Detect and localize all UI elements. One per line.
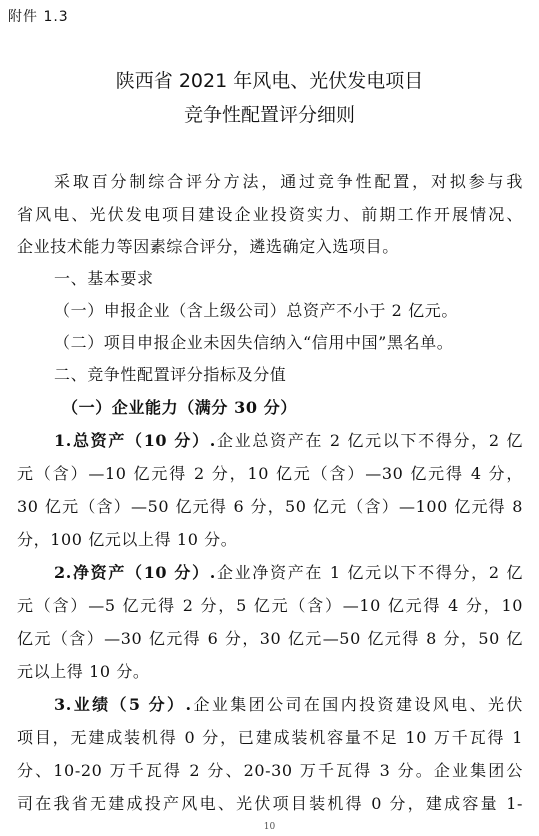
intro-line-2: 省风电、光伏发电项目建设企业投资实力、前期工作开展情况、 xyxy=(17,205,523,224)
performance-line-1 xyxy=(17,695,523,715)
attachment-label: 附件 1.3 xyxy=(8,9,69,25)
performance-label: 3.业绩（5 分）. xyxy=(54,695,192,714)
net-assets-line-1 xyxy=(17,563,523,583)
net-assets-line-4: 元以上得 10 分。 xyxy=(17,662,150,681)
total-assets-line-3: 30 亿元（含）—50 亿元得 6 分，50 亿元（含）—100 亿元得 8 xyxy=(17,497,523,516)
total-assets-line-1 xyxy=(17,431,523,451)
performance-text-1: 企业集团公司在国内投资建设风电、光伏 xyxy=(191,695,523,714)
requirement-item-2: （二）项目申报企业未因失信纳入“信用中国”黑名单。 xyxy=(54,333,454,352)
net-assets-line-3: 亿元（含）—30 亿元得 6 分，30 亿元—50 亿元得 8 分，50 亿 xyxy=(17,629,523,648)
subsection-enterprise-capability: （一）企业能力（满分 30 分） xyxy=(62,398,298,417)
performance-line-3: 分、10-20 万千瓦得 2 分、20-30 万千瓦得 3 分。企业集团公 xyxy=(17,761,523,780)
total-assets-text-1: 企业总资产在 2 亿元以下不得分，2 亿 xyxy=(215,431,523,450)
total-assets-line-2: 元（含）—10 亿元得 2 分，10 亿元（含）—30 亿元得 4 分， xyxy=(17,464,523,483)
requirement-item-1: （一）申报企业（含上级公司）总资产不小于 2 亿元。 xyxy=(54,301,458,320)
net-assets-text-1: 企业净资产在 1 亿元以下不得分，2 亿 xyxy=(215,563,523,582)
document-title-line-1: 陕西省 2021 年风电、光伏发电项目 xyxy=(115,70,424,92)
intro-line-1: 采取百分制综合评分方法，通过竞争性配置，对拟参与我 xyxy=(54,172,523,191)
net-assets-label: 2.净资产（10 分）. xyxy=(54,563,216,582)
page-number: 10 xyxy=(263,822,276,832)
document-title-line-2: 竞争性配置评分细则 xyxy=(183,104,355,126)
net-assets-line-2: 元（含）—5 亿元得 2 分，5 亿元（含）—10 亿元得 4 分，10 xyxy=(17,596,523,615)
section-1-heading: 一、基本要求 xyxy=(54,269,154,288)
total-assets-line-4: 分，100 亿元以上得 10 分。 xyxy=(17,530,238,549)
performance-line-4: 司在我省无建成投产风电、光伏项目装机得 0 分，建成容量 1- xyxy=(17,794,523,813)
total-assets-label: 1.总资产（10 分）. xyxy=(54,431,216,450)
performance-line-2: 项目，无建成装机得 0 分，已建成装机容量不足 10 万千瓦得 1 xyxy=(17,728,523,747)
section-2-heading: 二、竞争性配置评分指标及分值 xyxy=(54,365,287,384)
intro-line-3: 企业技术能力等因素综合评分，遴选确定入选项目。 xyxy=(17,237,399,256)
